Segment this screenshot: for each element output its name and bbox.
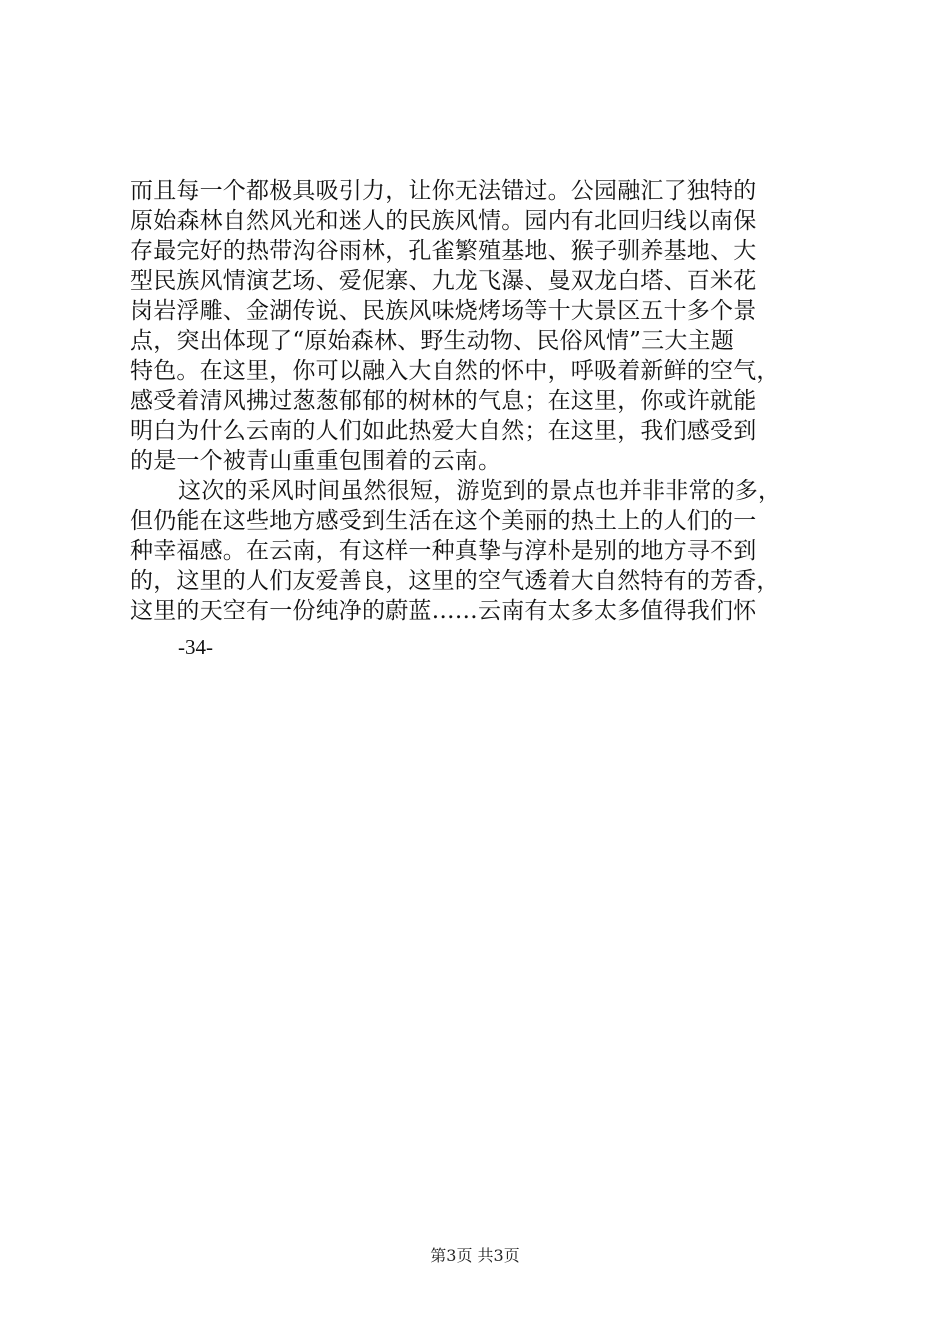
- text-line: 点，突出体现了“原始森林、野生动物、民俗风情”三大主题: [130, 328, 734, 354]
- text-line: 这里的天空有一份纯净的蔚蓝……云南有太多太多值得我们怀: [130, 598, 757, 624]
- text-line: 这次的采风时间虽然很短，游览到的景点也并非非常的多，: [178, 478, 782, 504]
- text-line: 种幸福感。在云南，有这样一种真挚与淳朴是别的地方寻不到: [130, 538, 757, 564]
- text-line: 感受着清风拂过葱葱郁郁的树林的气息；在这里，你或许就能: [130, 388, 757, 414]
- text-line: 的，这里的人们友爱善良，这里的空气透着大自然特有的芳香，: [130, 568, 780, 594]
- text-line: 明白为什么云南的人们如此热爱大自然；在这里，我们感受到: [130, 418, 757, 444]
- inline-page-number: -34-: [178, 635, 213, 659]
- text-line: 岗岩浮雕、金湖传说、民族风味烧烤场等十大景区五十多个景: [130, 298, 757, 324]
- text-line: 存最完好的热带沟谷雨林，孔雀繁殖基地、猴子驯养基地、大: [130, 238, 757, 264]
- text-line: 型民族风情演艺场、爱伲寨、九龙飞瀑、曼双龙白塔、百米花: [130, 268, 757, 294]
- text-line: 特色。在这里，你可以融入大自然的怀中，呼吸着新鲜的空气，: [130, 358, 780, 384]
- page-footer: 第3页 共3页: [430, 1246, 520, 1265]
- document-body: [130, 176, 830, 626]
- text-line: 而且每一个都极具吸引力，让你无法错过。公园融汇了独特的: [130, 178, 757, 204]
- text-line: 但仍能在这些地方感受到生活在这个美丽的热土上的人们的一: [130, 508, 757, 534]
- text-line: 的是一个被青山重重包围着的云南。: [130, 448, 502, 474]
- text-line: 原始森林自然风光和迷人的民族风情。园内有北回归线以南保: [130, 208, 757, 234]
